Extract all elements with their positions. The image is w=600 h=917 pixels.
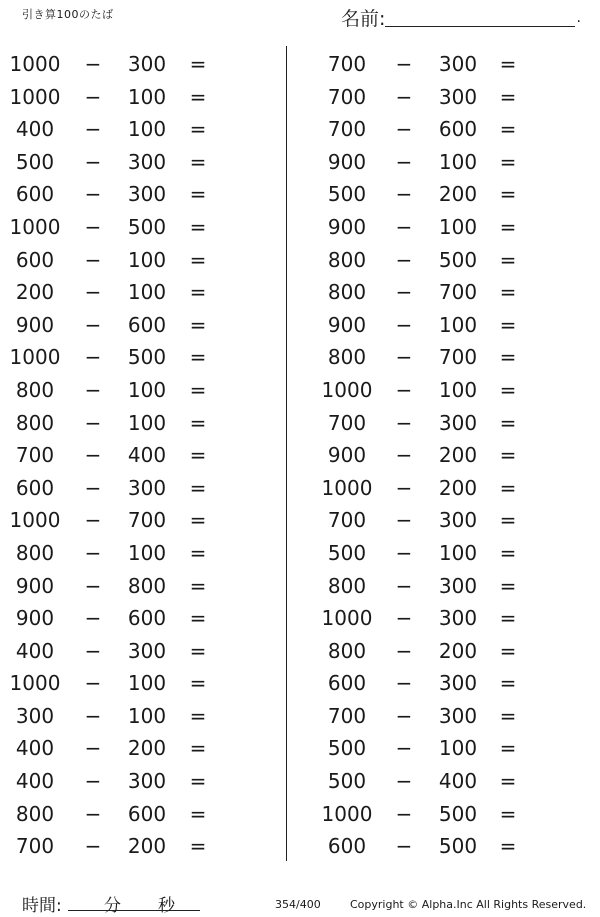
equals-sign: = (499, 149, 517, 174)
equals-sign: = (189, 573, 207, 598)
minus-sign: − (395, 312, 413, 337)
subtrahend: 100 (438, 214, 478, 239)
minus-sign: − (395, 377, 413, 402)
problem-row (313, 798, 583, 831)
minuend: 600 (327, 671, 367, 696)
minus-sign: − (395, 671, 413, 696)
equals-sign: = (499, 540, 517, 565)
minuend: 400 (15, 736, 55, 761)
problem-row (313, 244, 583, 277)
problem-row (313, 504, 583, 537)
equals-sign: = (499, 182, 517, 207)
equals-sign: = (499, 410, 517, 435)
problem-row (313, 472, 583, 505)
minuend: 400 (15, 117, 55, 142)
subtrahend: 300 (438, 410, 478, 435)
minuend: 600 (15, 475, 55, 500)
minuend: 500 (327, 182, 367, 207)
equals-sign: = (189, 84, 207, 109)
left-problem-column (0, 48, 270, 863)
equals-sign: = (499, 475, 517, 500)
minuend: 800 (327, 280, 367, 305)
problem-row (0, 48, 270, 81)
minus-sign: − (395, 280, 413, 305)
minuend: 900 (327, 312, 367, 337)
minuend: 700 (327, 703, 367, 728)
problem-row (313, 211, 583, 244)
subtrahend: 200 (127, 736, 167, 761)
seconds-label: 秒 (158, 896, 175, 916)
minus-sign: − (84, 84, 102, 109)
subtrahend: 100 (127, 117, 167, 142)
equals-sign: = (189, 443, 207, 468)
problem-row (0, 146, 270, 179)
problem-row (313, 830, 583, 863)
subtrahend: 300 (438, 508, 478, 533)
minuend: 400 (15, 638, 55, 663)
minutes-label: 分 (104, 896, 121, 916)
problem-row (313, 732, 583, 765)
problem-row (0, 700, 270, 733)
problem-row (0, 765, 270, 798)
problem-row (313, 81, 583, 114)
subtrahend: 300 (127, 475, 167, 500)
subtrahend: 300 (127, 769, 167, 794)
problem-row (0, 211, 270, 244)
minus-sign: − (395, 475, 413, 500)
equals-sign: = (499, 671, 517, 696)
minus-sign: − (395, 769, 413, 794)
problem-row (313, 602, 583, 635)
problem-row (313, 537, 583, 570)
page-number: 354/400 (275, 898, 321, 911)
minuend: 600 (15, 182, 55, 207)
subtrahend: 100 (127, 410, 167, 435)
minus-sign: − (395, 606, 413, 631)
subtrahend: 600 (127, 606, 167, 631)
subtrahend: 100 (438, 540, 478, 565)
subtrahend: 500 (127, 214, 167, 239)
subtrahend: 300 (438, 52, 478, 76)
minus-sign: − (395, 214, 413, 239)
minuend: 800 (327, 247, 367, 272)
equals-sign: = (189, 508, 207, 533)
subtrahend: 700 (438, 345, 478, 370)
minus-sign: − (84, 377, 102, 402)
equals-sign: = (189, 801, 207, 826)
minus-sign: − (84, 736, 102, 761)
equals-sign: = (189, 638, 207, 663)
worksheet-title: 引き算100のたば (22, 8, 114, 21)
equals-sign: = (499, 801, 517, 826)
problem-row (313, 276, 583, 309)
subtrahend: 100 (127, 377, 167, 402)
name-dot: . (576, 10, 581, 26)
equals-sign: = (189, 703, 207, 728)
equals-sign: = (189, 280, 207, 305)
equals-sign: = (189, 345, 207, 370)
equals-sign: = (189, 312, 207, 337)
problem-row (0, 732, 270, 765)
problem-row (0, 635, 270, 668)
subtrahend: 300 (127, 182, 167, 207)
problem-row (313, 113, 583, 146)
problem-row (313, 341, 583, 374)
equals-sign: = (499, 703, 517, 728)
subtrahend: 100 (127, 84, 167, 109)
minuend: 700 (15, 834, 55, 859)
minus-sign: − (395, 638, 413, 663)
minus-sign: − (84, 443, 102, 468)
minuend: 1000 (9, 84, 61, 109)
minuend: 800 (15, 801, 55, 826)
name-field[interactable] (341, 4, 581, 30)
subtrahend: 700 (127, 508, 167, 533)
problem-row (0, 439, 270, 472)
minuend: 400 (15, 769, 55, 794)
problem-row (0, 830, 270, 863)
minuend: 1000 (9, 214, 61, 239)
minus-sign: − (395, 508, 413, 533)
equals-sign: = (499, 52, 517, 76)
equals-sign: = (499, 769, 517, 794)
subtrahend: 600 (127, 312, 167, 337)
equals-sign: = (189, 736, 207, 761)
subtrahend: 100 (438, 736, 478, 761)
minus-sign: − (395, 801, 413, 826)
minuend: 700 (327, 117, 367, 142)
equals-sign: = (499, 312, 517, 337)
minuend: 900 (15, 312, 55, 337)
equals-sign: = (189, 410, 207, 435)
subtrahend: 300 (438, 573, 478, 598)
minus-sign: − (395, 736, 413, 761)
problem-row (0, 81, 270, 114)
problem-row (0, 667, 270, 700)
time-label: 時間: (22, 896, 62, 916)
equals-sign: = (499, 443, 517, 468)
minus-sign: − (395, 84, 413, 109)
subtrahend: 100 (127, 280, 167, 305)
problem-row (313, 765, 583, 798)
equals-sign: = (189, 214, 207, 239)
minuend: 800 (15, 377, 55, 402)
minus-sign: − (84, 475, 102, 500)
subtrahend: 200 (438, 182, 478, 207)
subtrahend: 200 (438, 638, 478, 663)
problem-row (0, 244, 270, 277)
minus-sign: − (84, 540, 102, 565)
equals-sign: = (499, 606, 517, 631)
minus-sign: − (395, 149, 413, 174)
equals-sign: = (499, 377, 517, 402)
subtrahend: 300 (438, 703, 478, 728)
equals-sign: = (189, 671, 207, 696)
name-label: 名前: (341, 8, 386, 30)
subtrahend: 100 (127, 247, 167, 272)
minuend: 1000 (321, 475, 373, 500)
minuend: 700 (327, 508, 367, 533)
minus-sign: − (395, 345, 413, 370)
subtrahend: 200 (438, 475, 478, 500)
minus-sign: − (84, 606, 102, 631)
minuend: 800 (15, 410, 55, 435)
minus-sign: − (84, 410, 102, 435)
minus-sign: − (84, 345, 102, 370)
problem-row (313, 407, 583, 440)
minuend: 300 (15, 703, 55, 728)
minus-sign: − (84, 214, 102, 239)
minuend: 700 (327, 410, 367, 435)
problem-row (0, 570, 270, 603)
minus-sign: − (395, 834, 413, 859)
minus-sign: − (84, 117, 102, 142)
problem-row (313, 439, 583, 472)
problem-row (0, 374, 270, 407)
column-divider (286, 46, 287, 861)
subtrahend: 700 (438, 280, 478, 305)
minus-sign: − (84, 834, 102, 859)
subtrahend: 300 (127, 52, 167, 76)
minus-sign: − (395, 182, 413, 207)
subtrahend: 300 (438, 84, 478, 109)
minuend: 900 (15, 606, 55, 631)
minus-sign: − (395, 703, 413, 728)
problem-row (313, 48, 583, 81)
problem-row (0, 407, 270, 440)
minuend: 600 (15, 247, 55, 272)
copyright-notice: Copyright © Alpha.Inc All Rights Reserved. (350, 898, 587, 911)
problem-row (0, 309, 270, 342)
minuend: 900 (327, 149, 367, 174)
subtrahend: 800 (127, 573, 167, 598)
equals-sign: = (189, 52, 207, 76)
subtrahend: 300 (127, 638, 167, 663)
equals-sign: = (499, 736, 517, 761)
minus-sign: − (84, 280, 102, 305)
minus-sign: − (395, 410, 413, 435)
minuend: 1000 (9, 671, 61, 696)
equals-sign: = (499, 345, 517, 370)
minus-sign: − (395, 540, 413, 565)
minuend: 800 (327, 573, 367, 598)
problem-row (0, 602, 270, 635)
problem-row (313, 178, 583, 211)
problem-row (313, 309, 583, 342)
problem-row (313, 635, 583, 668)
equals-sign: = (499, 573, 517, 598)
minus-sign: − (395, 247, 413, 272)
problem-row (0, 537, 270, 570)
equals-sign: = (189, 149, 207, 174)
minuend: 900 (15, 573, 55, 598)
subtrahend: 100 (127, 540, 167, 565)
subtrahend: 500 (438, 834, 478, 859)
subtrahend: 100 (438, 312, 478, 337)
minuend: 200 (15, 280, 55, 305)
equals-sign: = (189, 247, 207, 272)
equals-sign: = (189, 834, 207, 859)
equals-sign: = (189, 606, 207, 631)
equals-sign: = (499, 638, 517, 663)
equals-sign: = (499, 508, 517, 533)
subtrahend: 100 (438, 149, 478, 174)
equals-sign: = (499, 117, 517, 142)
minus-sign: − (395, 573, 413, 598)
equals-sign: = (189, 540, 207, 565)
problem-row (0, 113, 270, 146)
equals-sign: = (499, 280, 517, 305)
subtrahend: 500 (127, 345, 167, 370)
name-underline (385, 26, 575, 27)
minus-sign: − (84, 247, 102, 272)
minus-sign: − (84, 769, 102, 794)
minus-sign: − (395, 52, 413, 76)
problem-row (0, 798, 270, 831)
equals-sign: = (189, 377, 207, 402)
subtrahend: 400 (438, 769, 478, 794)
time-field[interactable] (22, 891, 175, 916)
subtrahend: 300 (438, 606, 478, 631)
minuend: 1000 (9, 345, 61, 370)
subtrahend: 600 (438, 117, 478, 142)
subtrahend: 200 (438, 443, 478, 468)
subtrahend: 400 (127, 443, 167, 468)
time-underline (68, 910, 200, 911)
problem-row (313, 667, 583, 700)
minuend: 900 (327, 214, 367, 239)
subtrahend: 100 (438, 377, 478, 402)
subtrahend: 500 (438, 247, 478, 272)
subtrahend: 300 (127, 149, 167, 174)
problem-row (0, 472, 270, 505)
minuend: 500 (327, 736, 367, 761)
problem-row (0, 341, 270, 374)
minus-sign: − (395, 443, 413, 468)
subtrahend: 100 (127, 703, 167, 728)
minus-sign: − (84, 508, 102, 533)
equals-sign: = (189, 769, 207, 794)
equals-sign: = (499, 84, 517, 109)
minuend: 500 (15, 149, 55, 174)
subtrahend: 100 (127, 671, 167, 696)
minus-sign: − (84, 312, 102, 337)
minuend: 1000 (321, 801, 373, 826)
minuend: 1000 (9, 508, 61, 533)
minuend: 900 (327, 443, 367, 468)
problem-row (0, 276, 270, 309)
equals-sign: = (189, 182, 207, 207)
problem-row (0, 178, 270, 211)
right-problem-column (313, 48, 583, 863)
subtrahend: 500 (438, 801, 478, 826)
minus-sign: − (84, 671, 102, 696)
problem-row (313, 146, 583, 179)
minuend: 800 (327, 638, 367, 663)
minuend: 1000 (321, 606, 373, 631)
problem-row (313, 700, 583, 733)
equals-sign: = (499, 247, 517, 272)
minus-sign: − (84, 52, 102, 76)
minus-sign: − (84, 638, 102, 663)
minuend: 700 (327, 84, 367, 109)
subtrahend: 600 (127, 801, 167, 826)
problem-row (313, 374, 583, 407)
minus-sign: − (84, 573, 102, 598)
minus-sign: − (84, 182, 102, 207)
minuend: 700 (15, 443, 55, 468)
equals-sign: = (189, 117, 207, 142)
minuend: 500 (327, 769, 367, 794)
equals-sign: = (499, 834, 517, 859)
minuend: 600 (327, 834, 367, 859)
minuend: 800 (15, 540, 55, 565)
minuend: 1000 (321, 377, 373, 402)
problem-row (0, 504, 270, 537)
minus-sign: − (84, 703, 102, 728)
equals-sign: = (499, 214, 517, 239)
minus-sign: − (395, 117, 413, 142)
minus-sign: − (84, 149, 102, 174)
minuend: 500 (327, 540, 367, 565)
minuend: 700 (327, 52, 367, 76)
problem-row (313, 570, 583, 603)
minuend: 1000 (9, 52, 61, 76)
subtrahend: 200 (127, 834, 167, 859)
subtrahend: 300 (438, 671, 478, 696)
minuend: 800 (327, 345, 367, 370)
equals-sign: = (189, 475, 207, 500)
minus-sign: − (84, 801, 102, 826)
